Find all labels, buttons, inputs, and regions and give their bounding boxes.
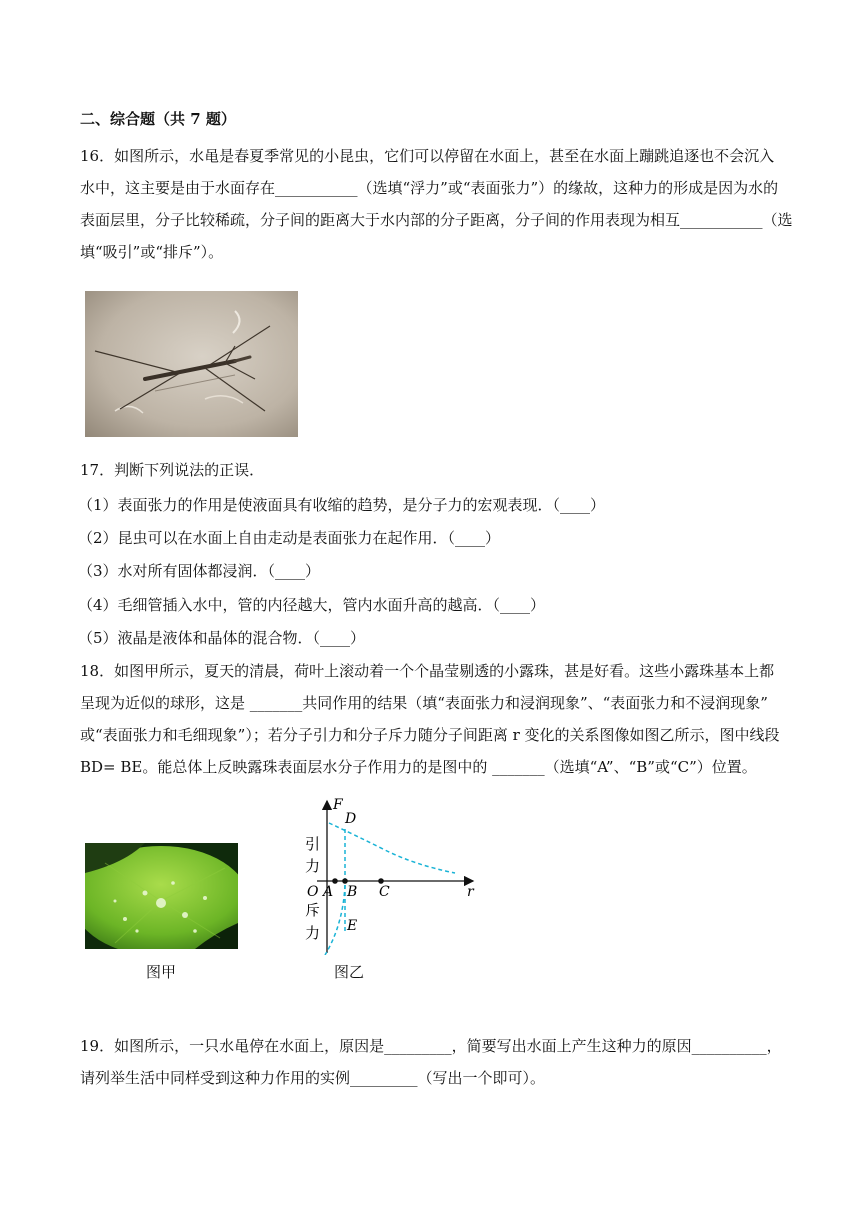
q18-line-4: BD= BE。能总体上反映露珠表面层水分子作用力的是图中的 _______（选填“A”、“B”或“C”）位置。 [80, 758, 757, 776]
water-strider-photo [85, 291, 298, 437]
point-c-dot [378, 878, 384, 884]
label-yin: 引 [305, 835, 321, 853]
q19-line-1: 19．如图所示，一只水黾停在水面上，原因是_________，简要写出水面上产生这种力的原因__________， [80, 1037, 782, 1055]
question-16 [80, 140, 793, 268]
point-b-dot [342, 878, 348, 884]
lotus-leaf-photo [85, 843, 238, 949]
q18-line-1: 18．如图甲所示，夏天的清晨，荷叶上滚动着一个个晶莹剔透的小露珠，甚是好看。这些小露珠基本上都 [80, 662, 775, 680]
label-chi: 斥 [305, 901, 321, 919]
q17-item-2: （2）昆虫可以在水面上自由走动是表面张力在起作用．（____） [78, 529, 501, 547]
q17-stem: 17．判断下列说法的正误． [80, 461, 265, 479]
force-distance-graph [295, 795, 485, 955]
q16-line-2: 水中，这主要是由于水面存在___________（选填“浮力”或“表面张力”）的缘故，这种力的形成是因为水的 [80, 179, 779, 197]
section-title: 二、综合题（共 7 题） [80, 110, 236, 128]
q19-line-2: 请列举生活中同样受到这种力作用的实例_________（写出一个即可）。 [80, 1069, 546, 1087]
question-19 [80, 1030, 785, 1094]
q18-line-2: 呈现为近似的球形，这是 _______共同作用的结果（填“表面张力和浸润现象”、“表面张力和不浸润现象” [80, 694, 768, 712]
point-a-dot [332, 878, 338, 884]
q18-line-3: 或“表面张力和毛细现象”）；若分子引力和分子斥力随分子间距离 r 变化的关系图像如图乙所示，图中线段 [80, 726, 780, 744]
point-c-label: C [379, 884, 390, 900]
q17-item-4: （4）毛细管插入水中，管的内径越大，管内水面升高的越高．（____） [78, 596, 546, 614]
q17-item-3: （3）水对所有固体都浸润．（____） [78, 562, 321, 580]
question-18 [80, 655, 785, 783]
axis-r-label: r [467, 884, 474, 900]
q16-line-4: 填“吸引”或“排斥”）。 [80, 243, 224, 261]
label-li-top: 力 [305, 857, 321, 875]
q17-item-5: （5）液晶是液体和晶体的混合物．（____） [78, 629, 366, 647]
origin-label: O [307, 884, 319, 900]
q17-item-1: （1）表面张力的作用是使液面具有收缩的趋势，是分子力的宏观表现．（____） [78, 496, 606, 514]
q16-line-1: 16．如图所示，水黾是春夏季常见的小昆虫，它们可以停留在水面上，甚至在水面上蹦跳追逐也不会沉入 [80, 147, 775, 165]
q16-line-3: 表面层里，分子比较稀疏，分子间的距离大于水内部的分子距离，分子间的作用表现为相互___________（选 [80, 211, 793, 229]
figure-jia-caption: 图甲 [146, 963, 177, 981]
point-d-label: D [345, 811, 357, 827]
axis-f-label: F [333, 797, 343, 813]
point-e-label: E [347, 918, 358, 934]
figure-yi-caption: 图乙 [334, 963, 365, 981]
attraction-curve [329, 823, 455, 873]
point-b-label: B [347, 884, 358, 900]
point-a-label: A [323, 884, 334, 900]
label-li-bottom: 力 [305, 924, 321, 942]
